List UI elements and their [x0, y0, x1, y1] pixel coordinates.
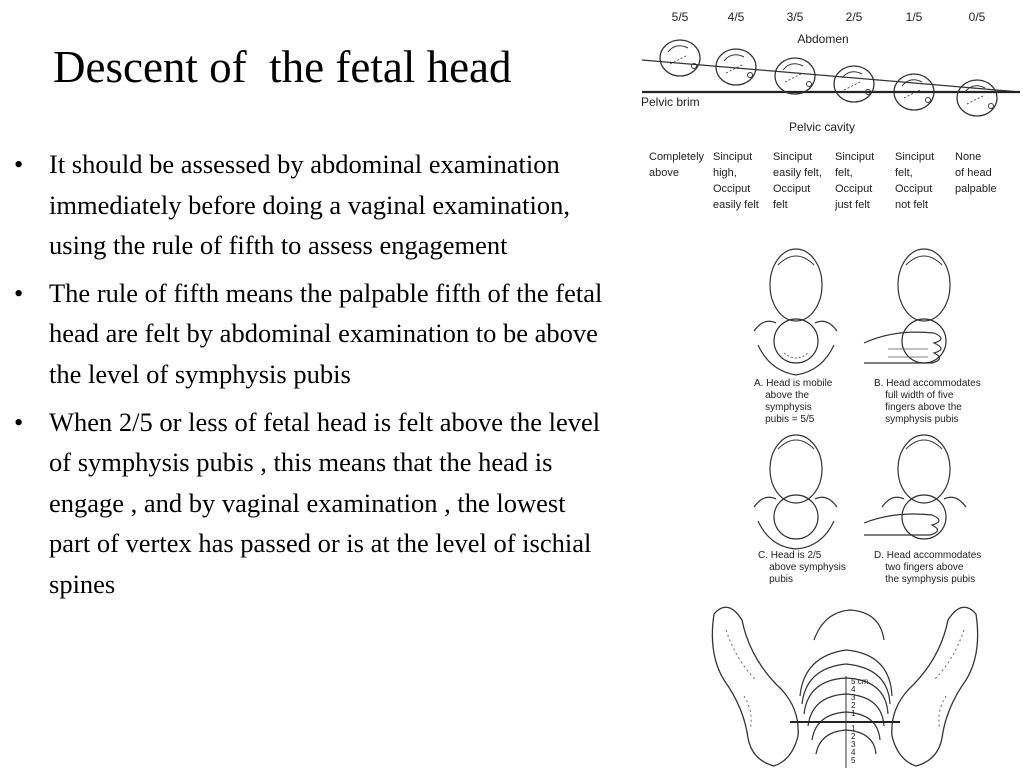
caption-b: B. Head accommodates full width of five fingers above the symphysis pubis: [874, 378, 981, 425]
fifths-diagram: [638, 0, 1024, 140]
fraction-label: 2/5: [845, 10, 863, 24]
bullet-text: It should be assessed by abdominal examination immediately before doing a vaginal examination, using the rule of fifth to assess engagement: [49, 149, 570, 261]
bullet-marker: •: [14, 406, 24, 437]
fraction-label: 3/5: [786, 10, 804, 24]
station-tick: 1: [851, 709, 856, 718]
bullet-item: [14, 402, 604, 605]
palpation-illustration-a: [748, 245, 843, 377]
bullet-marker: •: [14, 277, 24, 308]
station-tick: 1: [851, 724, 856, 733]
palpation-illustration-c: [748, 433, 843, 551]
station-tick: 2: [851, 732, 856, 741]
pelvic-cavity-label: Pelvic cavity: [788, 120, 856, 134]
fifth-description: Completely above: [649, 151, 705, 179]
station-tick: 2: [851, 701, 856, 710]
station-tick: 4: [851, 748, 856, 757]
fifth-description: Sinciput felt, Occiput just felt: [835, 151, 875, 211]
bullet-item: [14, 273, 604, 395]
pelvis-stations-diagram: [704, 600, 986, 768]
pelvic-brim-label: Pelvic brim: [641, 95, 700, 109]
abdomen-label: Abdomen: [797, 32, 849, 46]
fraction-label: 5/5: [671, 10, 689, 24]
fraction-label: 1/5: [905, 10, 923, 24]
fifth-description: Sinciput high, Occiput easily felt: [713, 151, 759, 211]
caption-d: D. Head accommodates two fingers above the symphysis pubis: [874, 550, 982, 585]
station-tick: 5: [851, 756, 856, 765]
bullet-text: When 2/5 or less of fetal head is felt above the level of symphysis pubis , this means that the head is engage , and by vaginal examination , the lowest part of vertex has passed or is at the level of ischial spines: [49, 406, 601, 599]
station-tick: 4: [851, 685, 856, 694]
station-unit-label: 5 cm: [851, 677, 869, 686]
fetal-head-icon: [775, 58, 815, 94]
bullet-marker: •: [14, 149, 24, 179]
caption-c: C. Head is 2/5 above symphysis pubis: [758, 550, 846, 585]
palpation-illustration-b: [862, 245, 972, 377]
station-tick: 3: [851, 693, 856, 702]
fifth-description: Sinciput easily felt, Occiput felt: [773, 151, 822, 211]
bullet-list: [14, 144, 604, 612]
fraction-label: 4/5: [727, 10, 745, 24]
station-tick: 3: [851, 740, 856, 749]
palpation-illustration-d: [862, 433, 972, 551]
fifth-description: None of head palpable: [955, 151, 997, 195]
fetal-head-icon: [834, 66, 874, 102]
slide-title: Descent of the fetal head: [53, 42, 512, 92]
caption-a: A. Head is mobile above the symphysis pubis = 5/5: [754, 378, 833, 425]
bullet-text: The rule of fifth means the palpable fifth of the fetal head are felt by abdominal examination to be above the level of symphysis pubis: [49, 277, 603, 389]
bullet-item: [14, 144, 604, 266]
fifth-description: Sinciput felt, Occiput not felt: [895, 151, 935, 211]
fetal-head-icon: [957, 80, 997, 116]
fraction-label: 0/5: [968, 10, 986, 24]
fetal-head-icon: [660, 40, 700, 76]
